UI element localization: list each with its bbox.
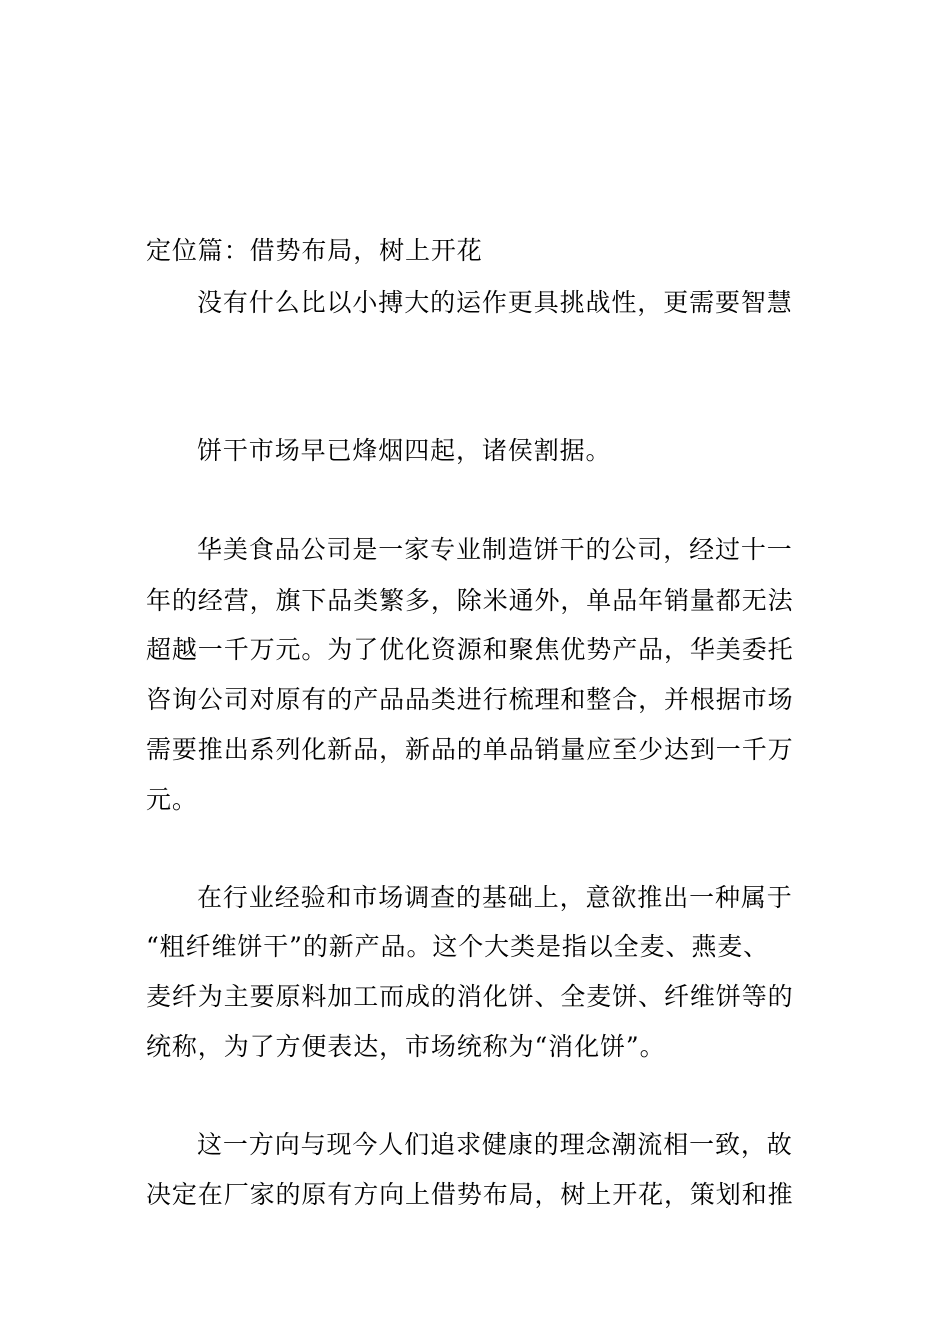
paragraph-line: 没有什么比以小搏大的运作更具挑战性，更需要智慧 xyxy=(197,288,793,317)
paragraph-line: 这一方向与现今人们追求健康的理念潮流相一致，故 xyxy=(197,1130,793,1159)
paragraph-line: 在行业经验和市场调查的基础上，意欲推出一种属于 xyxy=(197,883,793,912)
paragraph-line: “粗纤维饼干”的新产品。这个大类是指以全麦、燕麦、 xyxy=(146,932,770,961)
paragraph-line: 年的经营，旗下品类繁多，除米通外，单品年销量都无法 xyxy=(146,586,794,615)
section-title: 定位篇：借势布局，树上开花 xyxy=(146,236,483,265)
paragraph-line: 华美食品公司是一家专业制造饼干的公司，经过十一 xyxy=(197,535,793,564)
paragraph-line: 超越一千万元。为了优化资源和聚焦优势产品，华美委托 xyxy=(146,635,794,664)
paragraph-line: 决定在厂家的原有方向上借势布局，树上开花，策划和推 xyxy=(146,1180,794,1209)
paragraph-line: 需要推出系列化新品，新品的单品销量应至少达到一千万 xyxy=(146,735,794,764)
paragraph-line: 麦纤为主要原料加工而成的消化饼、全麦饼、纤维饼等的 xyxy=(146,982,794,1011)
paragraph-line: 统称，为了方便表达，市场统称为“消化饼”。 xyxy=(146,1032,666,1061)
paragraph-line: 元。 xyxy=(146,785,198,814)
paragraph-line: 咨询公司对原有的产品品类进行梳理和整合，并根据市场 xyxy=(146,685,794,714)
paragraph-line: 饼干市场早已烽烟四起，诸侯割据。 xyxy=(197,436,612,465)
